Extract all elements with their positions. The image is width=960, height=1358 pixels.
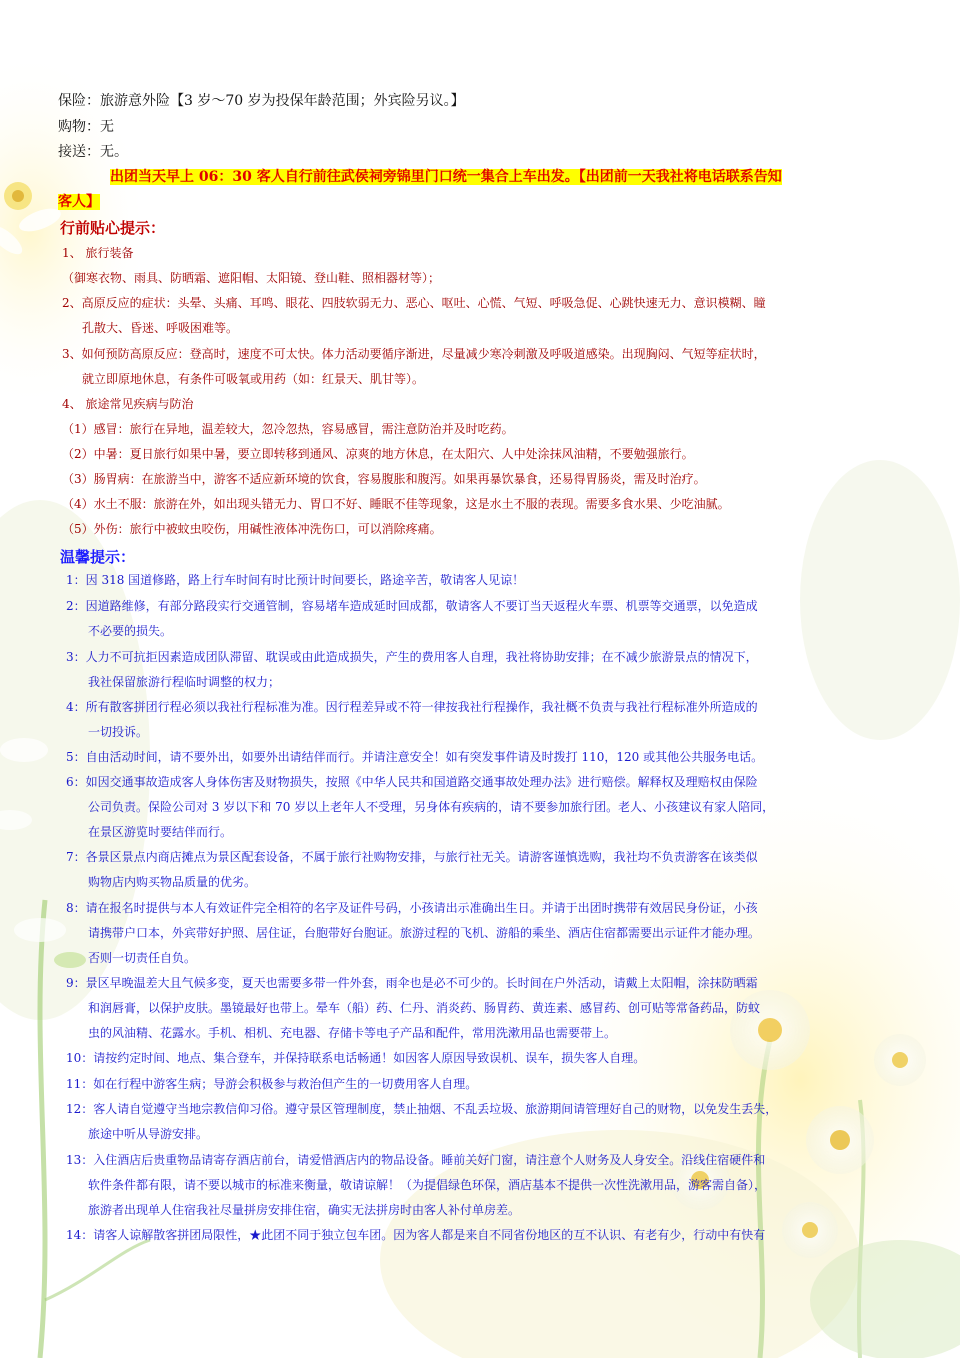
warm-tip-line: 不必要的损失。 bbox=[88, 624, 173, 638]
warm-tip-line: 11：如在行程中游客生病；导游会积极参与救治但产生的一切费用客人自理。 bbox=[66, 1077, 478, 1091]
warm-tip-line: 2：因道路维修，有部分路段实行交通管制，容易堵车造成延时回成都，敬请客人不要订当天返程火车票、机票等交通票，以免造成 bbox=[66, 599, 758, 613]
warm-tips-heading: 温馨提示： bbox=[60, 548, 136, 566]
warm-tip-line: 请携带户口本，外宾带好护照、居住证，台胞带好台胞证。旅游过程的飞机、游船的乘坐、酒店住宿都需要出示证件才能办理。 bbox=[88, 926, 761, 940]
pre-trip-line: 1、 旅行装备 bbox=[62, 246, 134, 260]
warm-tip-line: 4：所有散客拼团行程必须以我社行程标准为准。因行程差异或不符一律按我社行程操作，我社概不负责与我社行程标准外所造成的 bbox=[66, 700, 758, 714]
warm-tip-line: 否则一切责任自负。 bbox=[88, 951, 197, 965]
warm-tip-line: 7：各景区景点内商店摊点为景区配套设备，不属于旅行社购物安排，与旅行社无关。请游客谨慎选购，我社均不负责游客在该类似 bbox=[66, 850, 758, 864]
pre-trip-line: （2）中暑：夏日旅行如果中暑，要立即转移到通风、凉爽的地方休息，在太阳穴、人中处涂抹风油精，不要勉强旅行。 bbox=[62, 447, 694, 461]
pre-trip-line: 2、高原反应的症状：头晕、头痛、耳鸣、眼花、四肢软弱无力、恶心、呕吐、心慌、气短、呼吸急促、心跳快速无力、意识模糊、瞳 bbox=[62, 296, 766, 310]
pre-trip-line: 孔散大、昏迷、呼吸困难等。 bbox=[82, 321, 239, 335]
warm-tip-line: 12：客人请自觉遵守当地宗教信仰习俗。遵守景区管理制度，禁止抽烟、不乱丢垃圾、旅游期间请管理好自己的财物，以免发生丢失， bbox=[66, 1102, 778, 1116]
pre-trip-line: （4）水土不服：旅游在外，如出现头错无力、胃口不好、睡眠不佳等现象，这是水土不服的表现。需要多食水果、少吃油腻。 bbox=[62, 497, 730, 511]
warm-tip-line: 我社保留旅游行程临时调整的权力； bbox=[88, 675, 281, 689]
pre-trip-line: （3）肠胃病：在旅游当中，游客不适应新环境的饮食，容易腹胀和腹泻。如果再暴饮暴食，还易得胃肠炎，需及时治疗。 bbox=[62, 472, 706, 486]
pre-trip-line: 就立即原地休息，有条件可吸氧或用药（如：红景天、肌甘等）。 bbox=[82, 372, 425, 386]
warm-tip-line: 虫的风油精、花露水。手机、相机、充电器、存储卡等电子产品和配件，常用洗漱用品也需要带上。 bbox=[88, 1026, 617, 1040]
warm-tip-line: 软件条件都有限，请不要以城市的标准来衡量，敬请谅解！（为提倡绿色环保，酒店基本不提供一次性洗漱用品，游客需自备）， bbox=[88, 1178, 767, 1192]
warm-tip-line: 14：请客人谅解散客拼团局限性，★此团不同于独立包车团。因为客人都是来自不同省份地区的互不认识、有老有少，行动中有快有 bbox=[66, 1228, 766, 1242]
pre-trip-line: 4、 旅途常见疾病与防治 bbox=[62, 397, 194, 411]
warm-tip-line: 10：请按约定时间、地点、集合登车，并保持联系电话畅通！如因客人原因导致误机、误车，损失客人自理。 bbox=[66, 1051, 646, 1065]
warm-tip-line: 一切投诉。 bbox=[88, 725, 149, 739]
departure-notice: 出团当天早上 06：30 客人自行前往武侯祠旁锦里门口统一集合上车出发。【出团前一天我社将电话联系告知 bbox=[110, 169, 782, 185]
warm-tip-line: 13：入住酒店后贵重物品请寄存酒店前台，请爱惜酒店内的物品设备。睡前关好门窗，请注意个人财务及人身安全。沿线住宿硬件和 bbox=[66, 1153, 766, 1167]
warm-tip-line: 在景区游览时要结伴而行。 bbox=[88, 825, 233, 839]
pre-trip-line: （御寒衣物、雨具、防晒霜、遮阳帽、太阳镜、登山鞋、照相器材等）； bbox=[62, 271, 441, 285]
warm-tip-line: 3：人力不可抗拒因素造成团队滞留、耽误或由此造成损失，产生的费用客人自理，我社将协助安排；在不减少旅游景点的情况下， bbox=[66, 650, 758, 664]
transfer-line: 接送：无。 bbox=[58, 144, 128, 160]
warm-tip-line: 5：自由活动时间，请不要外出，如要外出请结伴而行。并请注意安全！如有突发事件请及时拨打 110，120 或其他公共服务电话。 bbox=[66, 750, 764, 764]
pre-trip-line: （5）外伤：旅行中被蚊虫咬伤，用碱性液体冲洗伤口，可以消除疼痛。 bbox=[62, 522, 442, 536]
warm-tip-line: 购物店内购买物品质量的优劣。 bbox=[88, 875, 257, 889]
pre-trip-heading: 行前贴心提示： bbox=[60, 219, 166, 237]
warm-tip-line: 和润唇膏，以保护皮肤。墨镜最好也带上。晕车（船）药、仁丹、消炎药、肠胃药、黄连素、感冒药、创可贴等常备药品，防蚊 bbox=[88, 1001, 761, 1015]
pre-trip-line: （1）感冒：旅行在异地，温差较大，忽冷忽热，容易感冒，需注意防治并及时吃药。 bbox=[62, 422, 514, 436]
warm-tip-line: 1：因 318 国道修路，路上行车时间有时比预计时间要长，路途辛苦，敬请客人见谅！ bbox=[66, 573, 525, 587]
warm-tip-line: 旅游者出现单人住宿我社尽量拼房安排住宿，确实无法拼房时由客人补付单房差。 bbox=[88, 1203, 521, 1217]
departure-notice-continued: 客人】 bbox=[58, 194, 100, 210]
warm-tip-line: 9：景区早晚温差大且气候多变，夏天也需要多带一件外套，雨伞也是必不可少的。长时间在户外活动，请戴上太阳帽，涂抹防晒霜 bbox=[66, 976, 758, 990]
warm-tip-line: 8：请在报名时提供与本人有效证件完全相符的名字及证件号码，小孩请出示准确出生日。并请于出团时携带有效居民身份证，小孩 bbox=[66, 901, 758, 915]
pre-trip-line: 3、如何预防高原反应：登高时，速度不可太快。体力活动要循序渐进，尽量减少寒冷刺激及呼吸道感染。出现胸闷、气短等症状时， bbox=[62, 347, 766, 361]
insurance-line: 保险：旅游意外险【3 岁～70 岁为投保年龄范围；外宾险另议。】 bbox=[58, 93, 465, 109]
warm-tip-line: 旅途中听从导游安排。 bbox=[88, 1127, 209, 1141]
warm-tip-line: 6：如因交通事故造成客人身体伤害及财物损失，按照《中华人民共和国道路交通事故处理办法》进行赔偿。解释权及理赔权由保险 bbox=[66, 775, 758, 789]
shopping-line: 购物：无 bbox=[58, 119, 114, 135]
warm-tip-line: 公司负责。保险公司对 3 岁以下和 70 岁以上老年人不受理，另身体有疾病的，请不要参加旅行团。老人、小孩建议有家人陪同， bbox=[88, 800, 775, 814]
